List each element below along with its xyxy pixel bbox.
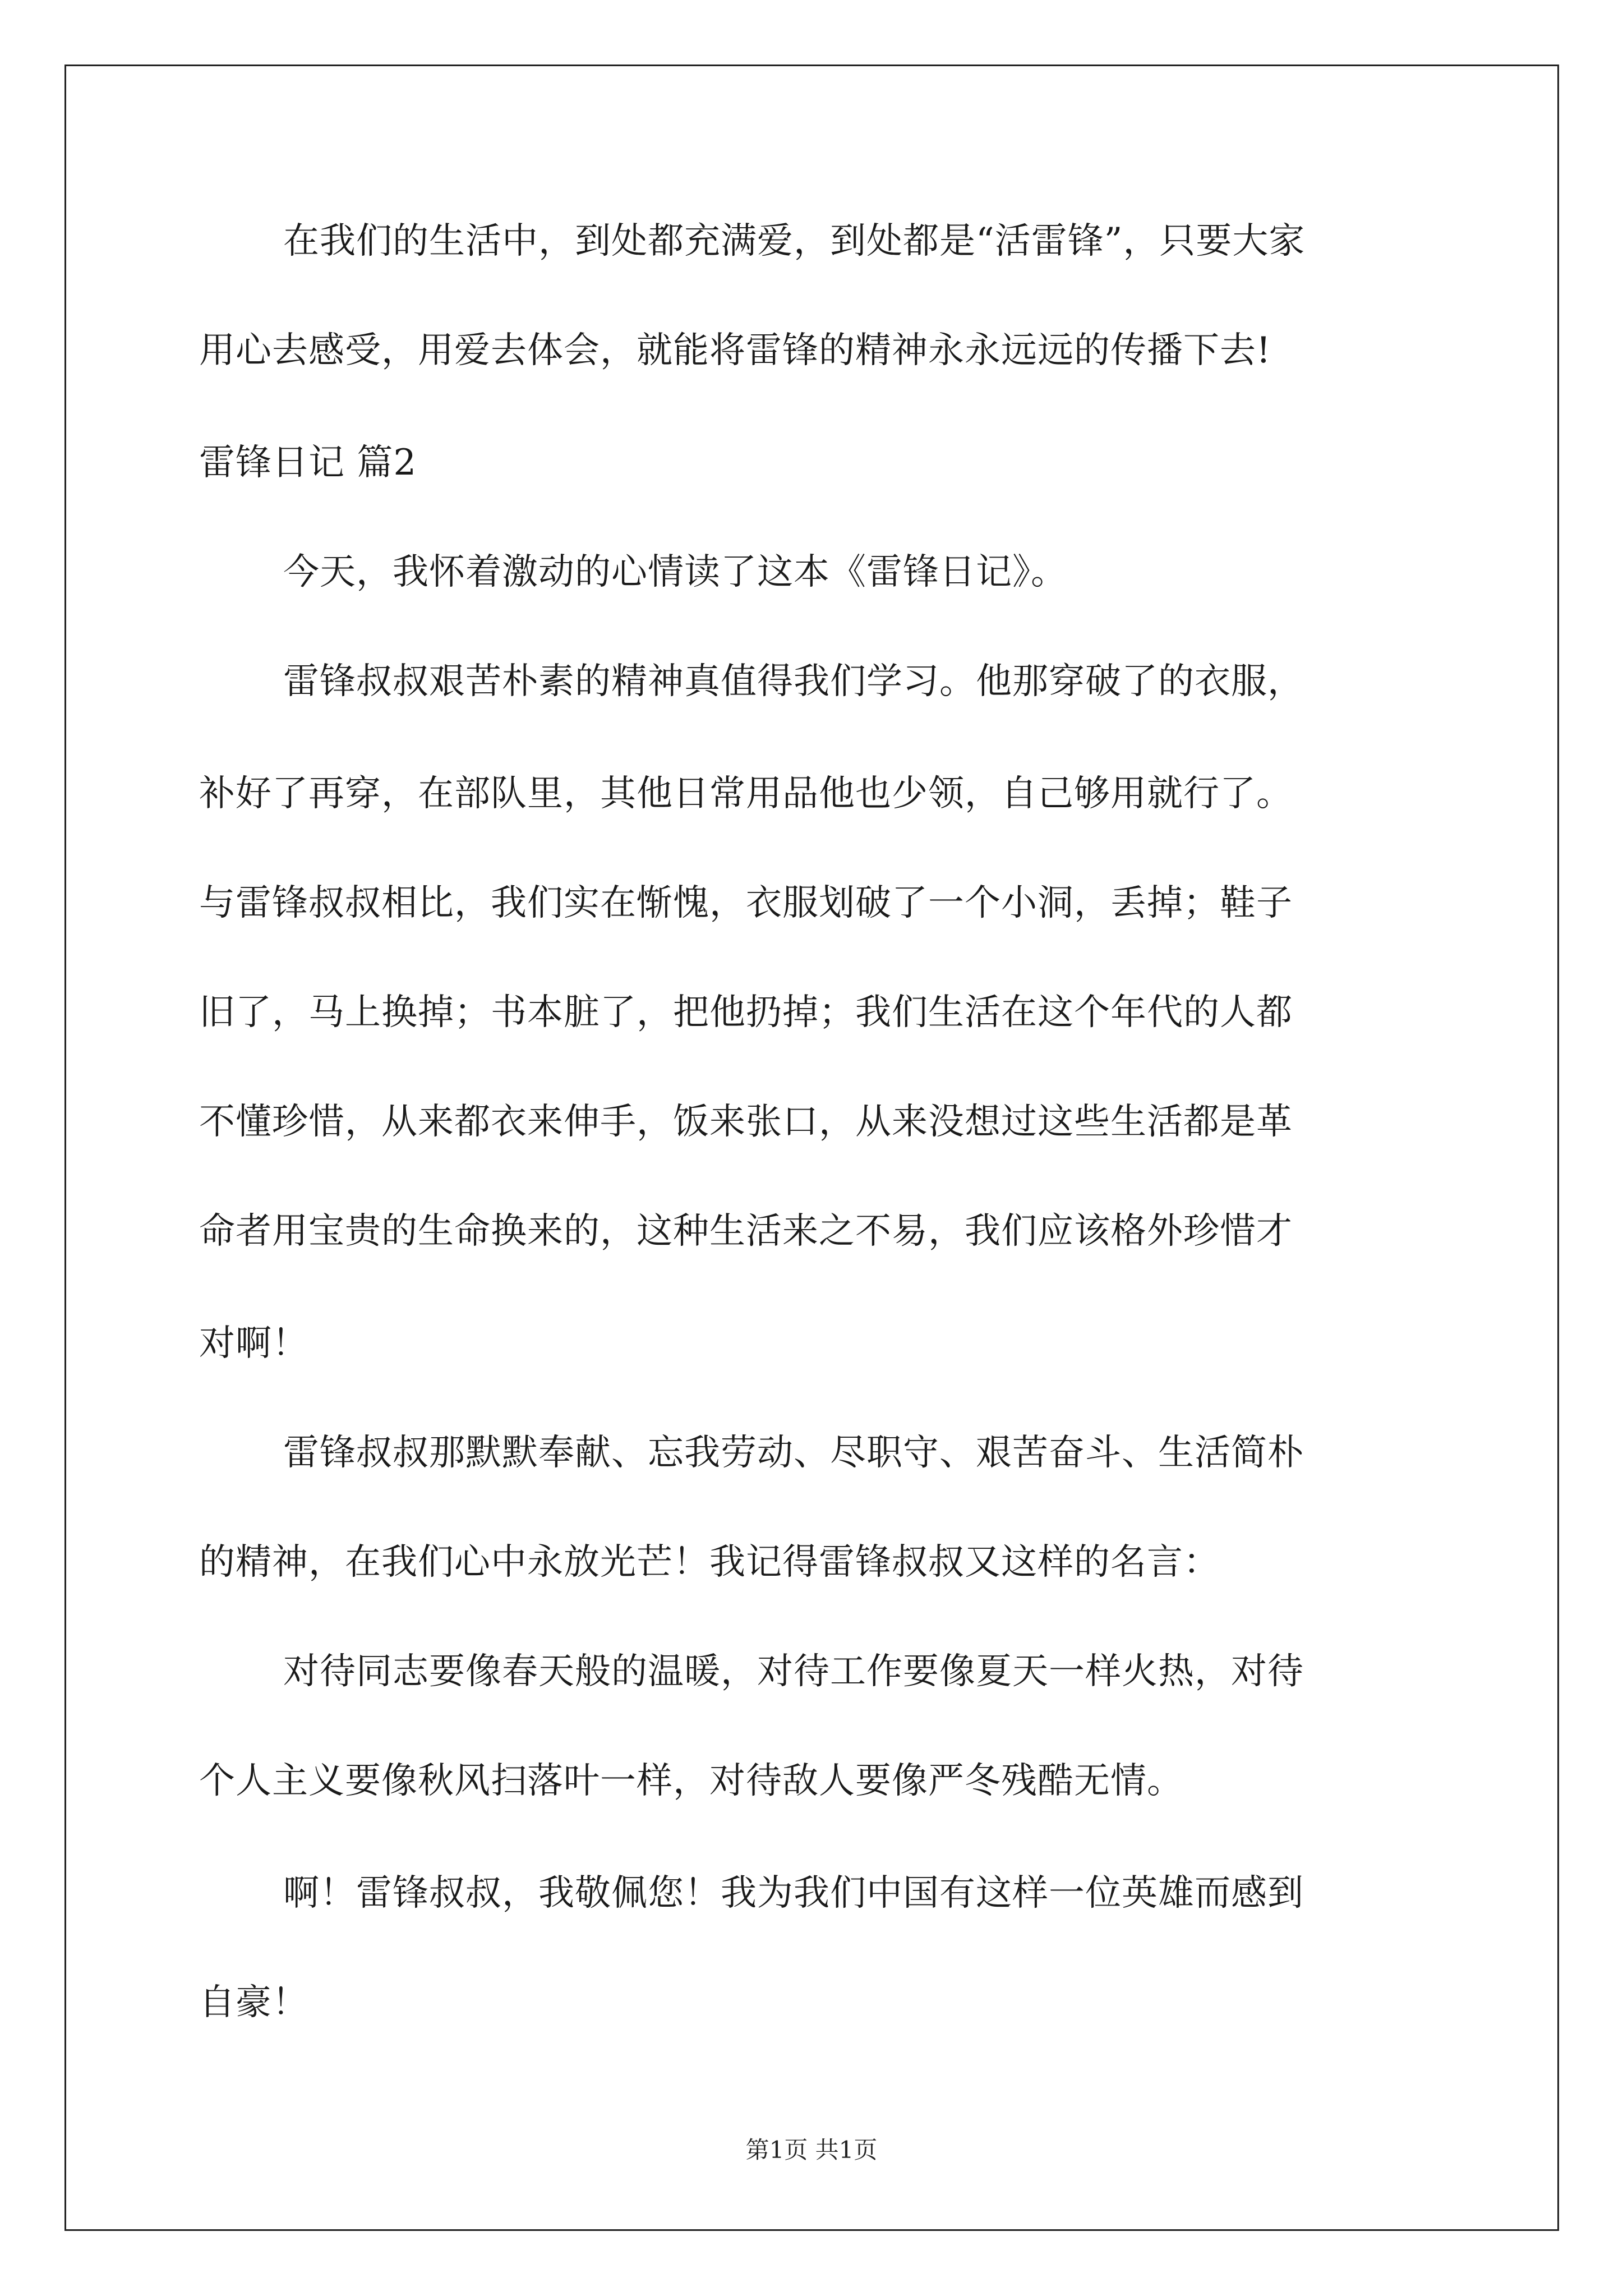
paragraph-line: 雷锋叔叔那默默奉献、忘我劳动、尽职守、艰苦奋斗、生活简朴 xyxy=(283,1432,1304,1474)
paragraph-line: 今天，我怀着激动的心情读了这本《雷锋日记》。 xyxy=(283,551,1067,593)
paragraph-line: 用心去感受，用爱去体会，就能将雷锋的精神永永远远的传播下去! xyxy=(199,330,1271,371)
page-footer: 第1页 共1页 xyxy=(745,2136,878,2164)
paragraph-line: 与雷锋叔叔相比，我们实在惭愧，衣服划破了一个小洞，丢掉；鞋子 xyxy=(199,882,1293,924)
paragraph-line: 个人主义要像秋风扫落叶一样，对待敌人要像严冬残酷无情。 xyxy=(199,1760,1183,1802)
paragraph-line: 对待同志要像春天般的温暖，对待工作要像夏天一样火热，对待 xyxy=(283,1651,1304,1692)
paragraph-line: 不懂珍惜，从来都衣来伸手，饭来张口，从来没想过这些生活都是革 xyxy=(199,1101,1293,1143)
paragraph-line: 啊！雷锋叔叔，我敬佩您！我为我们中国有这样一位英雄而感到 xyxy=(283,1872,1304,1914)
paragraph-line: 旧了，马上换掉；书本脏了，把他扔掉；我们生活在这个年代的人都 xyxy=(199,992,1293,1033)
paragraph-line: 自豪！ xyxy=(199,1982,308,2023)
paragraph-line: 雷锋叔叔艰苦朴素的精神真值得我们学习。他那穿破了的衣服， xyxy=(283,661,1304,702)
paragraph-line: 的精神，在我们心中永放光芒！我记得雷锋叔叔又这样的名言： xyxy=(199,1542,1220,1583)
paragraph-line: 对啊！ xyxy=(199,1323,308,1364)
paragraph-line: 命者用宝贵的生命换来的，这种生活来之不易，我们应该格外珍惜才 xyxy=(199,1211,1293,1252)
paragraph-line: 补好了再穿，在部队里，其他日常用品他也少领，自己够用就行了。 xyxy=(199,773,1293,815)
paragraph-line: 在我们的生活中，到处都充满爱，到处都是“活雷锋”，只要大家 xyxy=(283,220,1306,262)
section-heading: 雷锋日记 篇2 xyxy=(199,442,417,484)
